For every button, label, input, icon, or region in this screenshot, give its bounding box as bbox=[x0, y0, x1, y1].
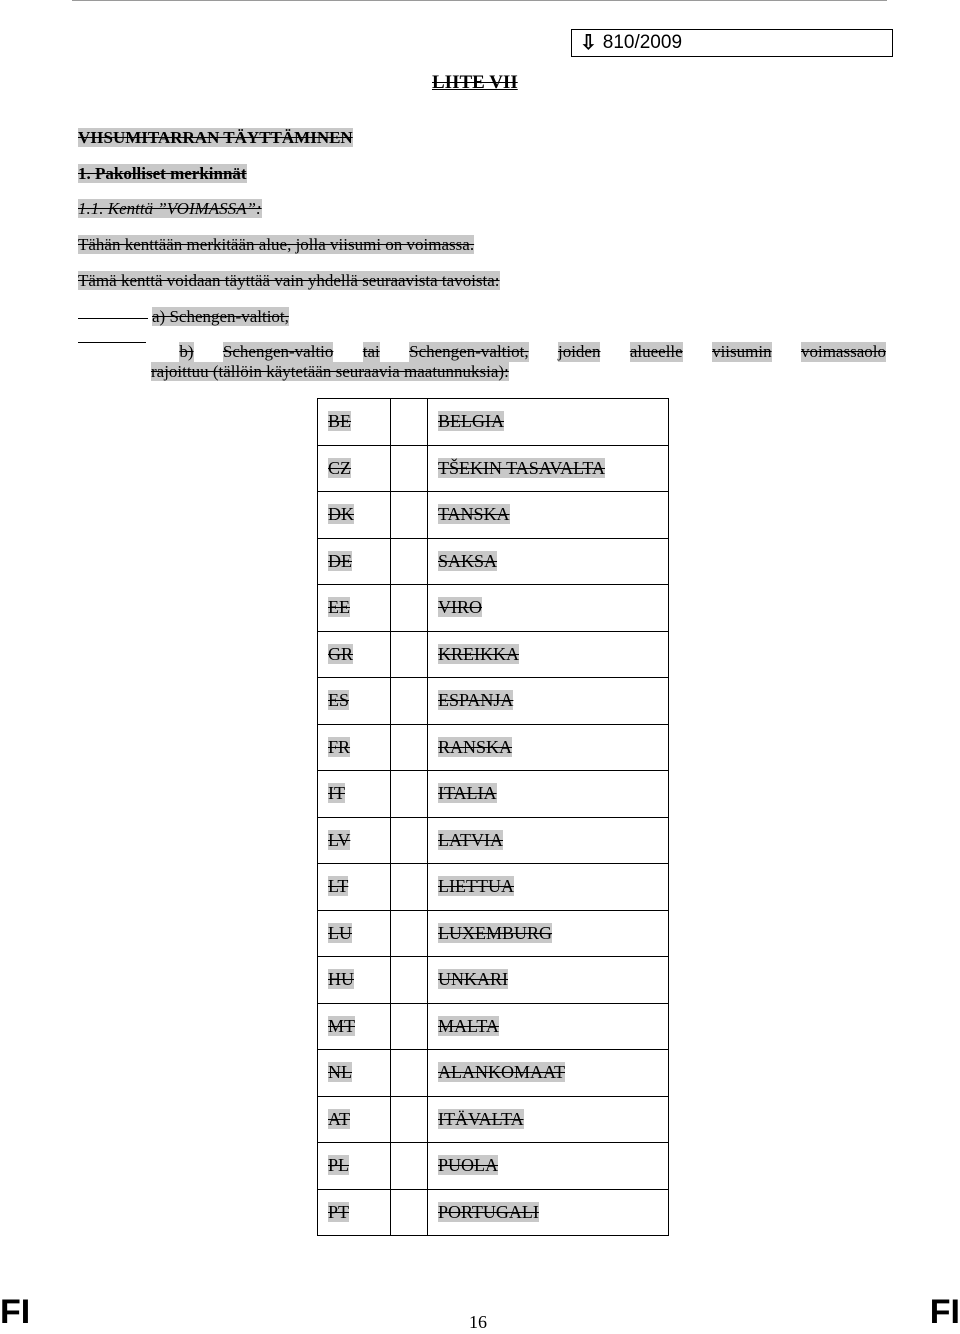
country-name: ALANKOMAAT bbox=[438, 1062, 565, 1083]
country-name-cell bbox=[428, 771, 669, 818]
field-heading-text: 1.1. Kenttä ”VOIMASSA”: bbox=[78, 199, 262, 218]
field-heading bbox=[78, 199, 262, 219]
table-row bbox=[318, 631, 669, 678]
country-name-cell bbox=[428, 492, 669, 539]
table-row bbox=[318, 771, 669, 818]
spacer-cell bbox=[391, 538, 428, 585]
country-name: SAKSA bbox=[438, 550, 498, 571]
country-code: IT bbox=[328, 783, 345, 804]
country-name-cell bbox=[428, 445, 669, 492]
table-row bbox=[318, 399, 669, 446]
country-code: GR bbox=[328, 643, 354, 664]
country-name: PORTUGALI bbox=[438, 1201, 539, 1222]
section-heading bbox=[78, 164, 247, 184]
country-name: TANSKA bbox=[438, 504, 510, 525]
table-row bbox=[318, 445, 669, 492]
country-name: KREIKKA bbox=[438, 643, 519, 664]
country-code-cell bbox=[318, 1096, 391, 1143]
paragraph-1 bbox=[78, 235, 474, 255]
option-a bbox=[78, 307, 289, 327]
footer-language-right: FI bbox=[929, 1293, 960, 1331]
country-name: ITALIA bbox=[438, 783, 497, 804]
spacer-cell bbox=[391, 1096, 428, 1143]
spacer-cell bbox=[391, 910, 428, 957]
paragraph-2-text: Tämä kenttä voidaan täyttää vain yhdellä seuraavista tavoista: bbox=[78, 271, 500, 290]
country-code-cell bbox=[318, 864, 391, 911]
country-code: PT bbox=[328, 1201, 350, 1222]
country-code-cell bbox=[318, 1050, 391, 1097]
option-a-text: a) Schengen-valtiot, bbox=[152, 307, 289, 326]
table-row bbox=[318, 957, 669, 1004]
country-code: LT bbox=[328, 876, 349, 897]
document-title-text: VIISUMITARRAN TÄYTTÄMINEN bbox=[78, 128, 353, 147]
table-row bbox=[318, 1050, 669, 1097]
country-code: MT bbox=[328, 1015, 355, 1036]
country-code-cell bbox=[318, 492, 391, 539]
table-row bbox=[318, 1003, 669, 1050]
country-name-cell bbox=[428, 957, 669, 1004]
country-code: BE bbox=[328, 411, 352, 432]
country-name-cell bbox=[428, 585, 669, 632]
option-b-line-2-text: rajoittuu (tällöin käytetään seuraavia maatunnuksia): bbox=[151, 362, 509, 381]
country-code-cell bbox=[318, 1003, 391, 1050]
country-code-cell bbox=[318, 817, 391, 864]
table-row bbox=[318, 678, 669, 725]
section-heading-text: 1. Pakolliset merkinnät bbox=[78, 164, 247, 183]
page-number: 16 bbox=[469, 1312, 487, 1332]
table-row bbox=[318, 1189, 669, 1236]
country-code-cell bbox=[318, 445, 391, 492]
country-name-cell bbox=[428, 817, 669, 864]
spacer-cell bbox=[391, 631, 428, 678]
table-row bbox=[318, 1143, 669, 1190]
table-row bbox=[318, 817, 669, 864]
spacer-cell bbox=[391, 1003, 428, 1050]
country-name: ITÄVALTA bbox=[438, 1108, 524, 1129]
country-name: BELGIA bbox=[438, 411, 504, 432]
country-code: DE bbox=[328, 550, 352, 571]
country-code-cell bbox=[318, 1143, 391, 1190]
spacer-cell bbox=[391, 492, 428, 539]
option-b-word: b) bbox=[179, 342, 194, 361]
country-code-cell bbox=[318, 585, 391, 632]
option-b-word: joiden bbox=[557, 342, 601, 361]
deletion-dash bbox=[78, 342, 146, 343]
country-code-cell bbox=[318, 724, 391, 771]
country-name-cell bbox=[428, 1003, 669, 1050]
country-code-cell bbox=[318, 678, 391, 725]
country-name-cell bbox=[428, 538, 669, 585]
country-name-cell bbox=[428, 864, 669, 911]
table-row bbox=[318, 910, 669, 957]
paragraph-2 bbox=[78, 271, 500, 291]
country-code: AT bbox=[328, 1108, 350, 1129]
country-name: ESPANJA bbox=[438, 690, 514, 711]
spacer-cell bbox=[391, 817, 428, 864]
country-code-cell bbox=[318, 538, 391, 585]
deletion-dash bbox=[78, 318, 148, 319]
country-codes-table bbox=[317, 398, 669, 1236]
country-name-cell bbox=[428, 910, 669, 957]
spacer-cell bbox=[391, 724, 428, 771]
country-code: ES bbox=[328, 690, 350, 711]
annex-title: LIITE VII bbox=[432, 72, 518, 93]
spacer-cell bbox=[391, 1189, 428, 1236]
country-code: LU bbox=[328, 922, 352, 943]
spacer-cell bbox=[391, 585, 428, 632]
spacer-cell bbox=[391, 864, 428, 911]
down-arrow-icon: ⇩ bbox=[580, 32, 597, 54]
country-name: LATVIA bbox=[438, 829, 503, 850]
country-name: MALTA bbox=[438, 1015, 499, 1036]
country-code: PL bbox=[328, 1155, 350, 1176]
country-name-cell bbox=[428, 678, 669, 725]
option-b bbox=[78, 342, 886, 382]
document-title bbox=[78, 128, 353, 148]
table-row bbox=[318, 538, 669, 585]
country-code: NL bbox=[328, 1062, 352, 1083]
country-name: UNKARI bbox=[438, 969, 508, 990]
table-row bbox=[318, 492, 669, 539]
country-code-cell bbox=[318, 1189, 391, 1236]
option-b-word: tai bbox=[362, 342, 380, 361]
option-b-word: Schengen-valtio bbox=[222, 342, 334, 361]
paragraph-1-text: Tähän kenttään merkitään alue, jolla viisumi on voimassa. bbox=[78, 235, 475, 254]
country-code-cell bbox=[318, 631, 391, 678]
option-b-line-1 bbox=[78, 342, 886, 362]
option-b-word: Schengen-valtiot, bbox=[409, 342, 529, 361]
country-name-cell bbox=[428, 399, 669, 446]
country-code-cell bbox=[318, 399, 391, 446]
table-row bbox=[318, 724, 669, 771]
country-code-cell bbox=[318, 910, 391, 957]
country-name-cell bbox=[428, 1096, 669, 1143]
country-name: LIETTUA bbox=[438, 876, 514, 897]
spacer-cell bbox=[391, 445, 428, 492]
reference-box bbox=[571, 29, 893, 57]
table-row bbox=[318, 585, 669, 632]
table-row bbox=[318, 1096, 669, 1143]
country-name: VIRO bbox=[438, 597, 482, 618]
country-code-cell bbox=[318, 957, 391, 1004]
country-name: TŠEKIN TASAVALTA bbox=[438, 457, 605, 478]
option-b-word: alueelle bbox=[629, 342, 683, 361]
spacer-cell bbox=[391, 1143, 428, 1190]
country-name: LUXEMBURG bbox=[438, 922, 553, 943]
country-code: DK bbox=[328, 504, 354, 525]
country-code: CZ bbox=[328, 457, 352, 478]
country-code: FR bbox=[328, 736, 351, 757]
country-name-cell bbox=[428, 631, 669, 678]
country-name: RANSKA bbox=[438, 736, 513, 757]
spacer-cell bbox=[391, 771, 428, 818]
option-b-word: voimassaolo bbox=[800, 342, 886, 361]
country-code: EE bbox=[328, 597, 350, 618]
option-b-word: viisumin bbox=[712, 342, 772, 361]
country-name: PUOLA bbox=[438, 1155, 499, 1176]
country-name-cell bbox=[428, 1050, 669, 1097]
country-code-cell bbox=[318, 771, 391, 818]
country-code: LV bbox=[328, 829, 351, 850]
country-name-cell bbox=[428, 1189, 669, 1236]
country-code: HU bbox=[328, 969, 354, 990]
option-b-line-2 bbox=[78, 362, 886, 382]
spacer-cell bbox=[391, 399, 428, 446]
spacer-cell bbox=[391, 1050, 428, 1097]
spacer-cell bbox=[391, 678, 428, 725]
top-rule bbox=[72, 0, 887, 1]
country-name-cell bbox=[428, 1143, 669, 1190]
footer-language-left: FI bbox=[0, 1293, 31, 1331]
country-name-cell bbox=[428, 724, 669, 771]
spacer-cell bbox=[391, 957, 428, 1004]
table-row bbox=[318, 864, 669, 911]
reference-text: 810/2009 bbox=[602, 32, 683, 53]
